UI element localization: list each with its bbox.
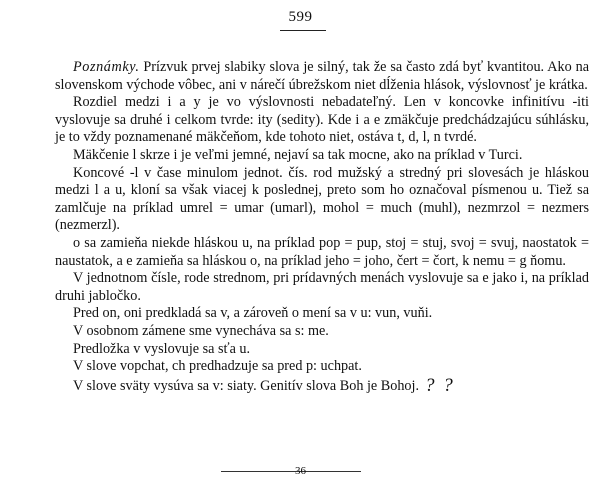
- paragraph-11-text: V slove sväty vysúva sa v: siaty. Genitív slova Boh je Bohoj.: [73, 377, 419, 394]
- paragraph-5: o sa zamieňa niekde hláskou u, na príklad pop = pup, stoj = stuj, svoj = svuj, naostatok = naustatok, a e zamieňa sa hláskou o, na príklad jeho = joho, čert = čort, k nemu = g ňomu.: [55, 234, 589, 269]
- page-number-rule: [280, 30, 326, 31]
- page-number: 599: [288, 9, 313, 25]
- paragraph-7: Pred on, oni predkladá sa v, a zároveň o mení sa v u: vun, vuňi.: [73, 305, 433, 322]
- notes-body: [55, 59, 589, 395]
- paragraph-6: V jednotnom čísle, rode strednom, pri prídavných menách vyslovuje sa e jako i, na príklad druhi jabločko.: [55, 270, 589, 304]
- handwritten-question-marks: ? ?: [425, 374, 455, 396]
- paragraph-8: V osobnom zámene sme vynecháva sa s: mе.: [73, 322, 329, 339]
- paragraph-10: V slove vopchat, ch predhadzuje sa pred p: uchpat.: [73, 358, 362, 375]
- paragraph-9: Predložka v vyslovuje sa sťa u.: [73, 340, 251, 357]
- paragraph-1: [55, 59, 589, 94]
- paragraph-3: Mäkčenie l skrze i je veľmi jemné, nejaví sa tak mocne, ako na príklad v Turci.: [73, 146, 523, 163]
- signature-mark: 36: [295, 465, 306, 478]
- notes-heading: Poznámky.: [73, 59, 140, 75]
- paragraph-1-text: Prízvuk prvej slabiky slova je silný, tak že sa často zdá byť kvantitou. Ako na slovenskom východe vôbec, ani v nárečí úbrežskom niet dĺženia hlások, výslovnosť je krátka.: [55, 59, 589, 93]
- paragraph-2: Rozdiel medzi i a y je vo výslovnosti nebadateľný. Len v koncovke infinitívu -iti vyslovuje sa druhé i celkom tvrde: ity (sedity). Kde i a e zmäkčuje predchádzajúcu súhlásku, je to vždy poznamenané mäkčeňom, kde tohoto niet, ostáva t, d, l, n tvrdé.: [55, 94, 589, 146]
- paragraph-4: Koncové -l v čase minulom jednot. čís. rod mužský a stredný pri slovesách je hláskou medzi l a u, kloní sa však viacej k poslednej, preto som ho označoval písmenou u. Tiež sa zamlčuje na príklad umrel = umar (umarl), mohol = much (muhl), nezmrzol = nezmers (nezmerzl).: [55, 164, 589, 234]
- footer-ornament: [0, 462, 601, 480]
- paragraph-11: [55, 376, 589, 396]
